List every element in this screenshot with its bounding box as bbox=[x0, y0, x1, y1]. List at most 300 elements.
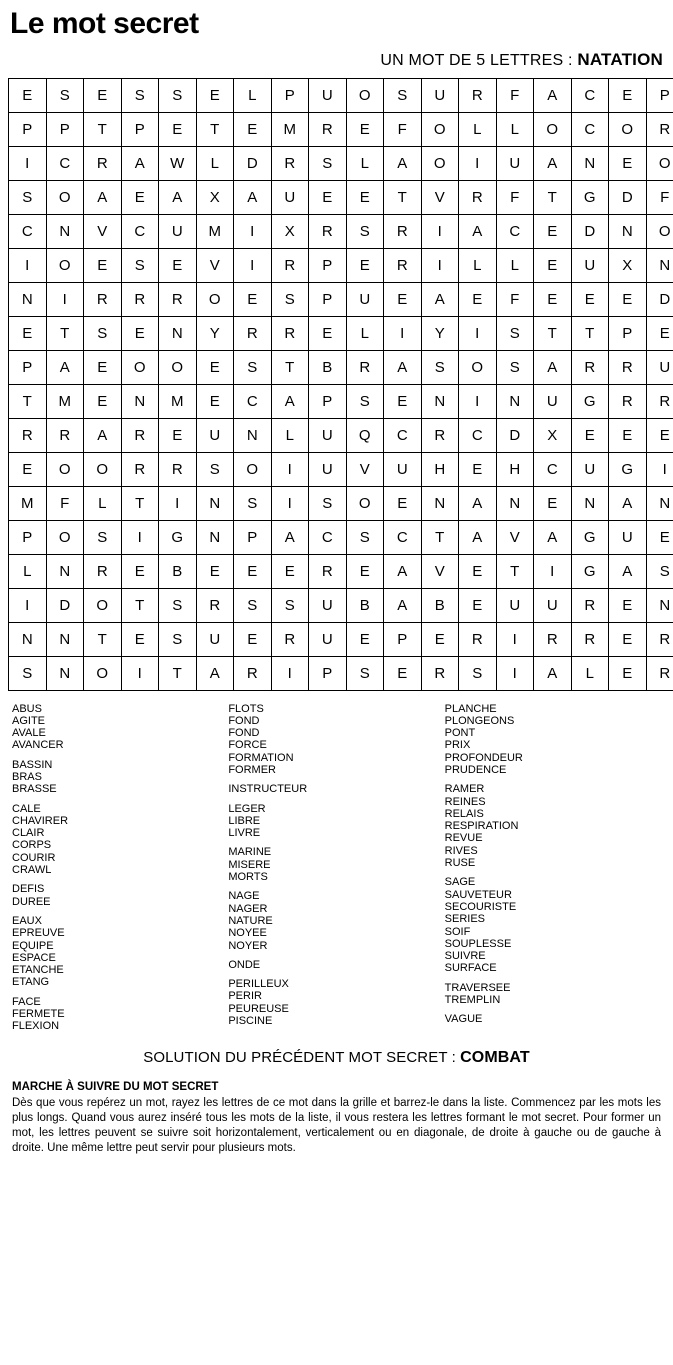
grid-cell[interactable]: R bbox=[46, 418, 84, 452]
word-list-item[interactable]: SAUVETEUR bbox=[444, 888, 512, 901]
word-list-item[interactable]: AVALE bbox=[12, 727, 46, 740]
grid-cell[interactable]: D bbox=[496, 418, 534, 452]
grid-cell[interactable]: A bbox=[459, 214, 497, 248]
grid-cell[interactable]: C bbox=[384, 418, 422, 452]
grid-cell[interactable]: I bbox=[421, 248, 459, 282]
grid-cell[interactable]: E bbox=[534, 248, 572, 282]
grid-cell[interactable]: S bbox=[384, 78, 422, 112]
grid-cell[interactable]: I bbox=[459, 384, 497, 418]
grid-cell[interactable]: U bbox=[309, 78, 347, 112]
grid-cell[interactable]: R bbox=[159, 452, 197, 486]
word-list-item[interactable]: BRASSE bbox=[12, 783, 57, 796]
grid-cell[interactable]: P bbox=[121, 112, 159, 146]
grid-cell[interactable]: N bbox=[609, 214, 647, 248]
grid-cell[interactable]: N bbox=[9, 282, 47, 316]
grid-cell[interactable]: E bbox=[384, 384, 422, 418]
grid-cell[interactable]: U bbox=[271, 180, 309, 214]
grid-cell[interactable]: V bbox=[496, 520, 534, 554]
grid-cell[interactable]: I bbox=[384, 316, 422, 350]
grid-cell[interactable]: A bbox=[609, 486, 647, 520]
grid-cell[interactable]: L bbox=[571, 656, 609, 690]
grid-cell[interactable]: A bbox=[384, 146, 422, 180]
grid-cell[interactable]: A bbox=[534, 520, 572, 554]
word-list-item[interactable]: SERIES bbox=[444, 913, 486, 926]
grid-cell[interactable]: S bbox=[346, 520, 384, 554]
word-list-item[interactable]: SOIF bbox=[444, 925, 471, 938]
word-list-item[interactable]: FLOTS bbox=[228, 702, 264, 715]
grid-cell[interactable]: B bbox=[421, 588, 459, 622]
grid-cell[interactable]: N bbox=[46, 214, 84, 248]
grid-cell[interactable]: I bbox=[159, 486, 197, 520]
word-list-item[interactable]: SECOURISTE bbox=[444, 900, 517, 913]
grid-cell[interactable]: E bbox=[271, 554, 309, 588]
grid-cell[interactable]: L bbox=[459, 112, 497, 146]
grid-cell[interactable]: E bbox=[534, 282, 572, 316]
grid-cell[interactable]: E bbox=[609, 78, 647, 112]
word-list-item[interactable]: CHAVIRER bbox=[12, 814, 69, 827]
grid-cell[interactable]: P bbox=[309, 656, 347, 690]
word-list-item[interactable]: ONDE bbox=[228, 958, 261, 971]
grid-cell[interactable]: O bbox=[121, 350, 159, 384]
grid-cell[interactable]: O bbox=[646, 146, 673, 180]
grid-cell[interactable]: E bbox=[609, 588, 647, 622]
grid-cell[interactable]: O bbox=[421, 146, 459, 180]
word-search-grid[interactable] bbox=[8, 78, 673, 691]
word-list-item[interactable]: PLONGEONS bbox=[444, 714, 515, 727]
grid-cell[interactable]: S bbox=[9, 180, 47, 214]
grid-cell[interactable]: E bbox=[459, 554, 497, 588]
word-list-item[interactable]: CLAIR bbox=[12, 827, 45, 840]
grid-cell[interactable]: E bbox=[84, 350, 122, 384]
grid-cell[interactable]: E bbox=[459, 452, 497, 486]
grid-cell[interactable]: E bbox=[84, 248, 122, 282]
word-list-item[interactable]: REINES bbox=[444, 795, 486, 808]
grid-cell[interactable]: S bbox=[459, 656, 497, 690]
word-list-item[interactable]: INSTRUCTEUR bbox=[228, 783, 308, 796]
grid-cell[interactable]: L bbox=[9, 554, 47, 588]
grid-cell[interactable]: L bbox=[496, 248, 534, 282]
grid-cell[interactable]: E bbox=[646, 316, 673, 350]
grid-cell[interactable]: I bbox=[496, 656, 534, 690]
word-list-item[interactable]: CRAWL bbox=[12, 864, 52, 877]
grid-cell[interactable]: C bbox=[121, 214, 159, 248]
grid-cell[interactable]: T bbox=[84, 112, 122, 146]
grid-cell[interactable]: R bbox=[84, 146, 122, 180]
grid-cell[interactable]: E bbox=[309, 180, 347, 214]
word-list-item[interactable]: ETANCHE bbox=[12, 964, 64, 977]
grid-cell[interactable]: B bbox=[309, 350, 347, 384]
grid-cell[interactable]: I bbox=[496, 622, 534, 656]
grid-cell[interactable]: U bbox=[571, 452, 609, 486]
word-list-item[interactable]: CORPS bbox=[12, 839, 52, 852]
grid-cell[interactable]: N bbox=[9, 622, 47, 656]
grid-cell[interactable]: R bbox=[571, 588, 609, 622]
word-list-item[interactable]: LIBRE bbox=[228, 814, 261, 827]
word-list-item[interactable]: ABUS bbox=[12, 702, 42, 715]
grid-cell[interactable]: L bbox=[346, 146, 384, 180]
word-list-item[interactable]: NAGER bbox=[228, 902, 268, 915]
word-list-item[interactable]: FORMATION bbox=[228, 751, 294, 764]
grid-cell[interactable]: I bbox=[271, 486, 309, 520]
grid-cell[interactable]: E bbox=[121, 316, 159, 350]
grid-cell[interactable]: S bbox=[159, 622, 197, 656]
grid-cell[interactable]: R bbox=[421, 656, 459, 690]
grid-cell[interactable]: E bbox=[159, 248, 197, 282]
grid-cell[interactable]: R bbox=[271, 316, 309, 350]
word-list-item[interactable]: FORCE bbox=[228, 739, 267, 752]
word-list-item[interactable]: PRUDENCE bbox=[444, 763, 507, 776]
grid-cell[interactable]: A bbox=[384, 588, 422, 622]
grid-cell[interactable]: R bbox=[646, 622, 673, 656]
grid-cell[interactable]: I bbox=[459, 316, 497, 350]
grid-cell[interactable]: I bbox=[646, 452, 673, 486]
grid-cell[interactable]: U bbox=[646, 350, 673, 384]
grid-cell[interactable]: A bbox=[459, 520, 497, 554]
grid-cell[interactable]: I bbox=[271, 452, 309, 486]
word-list-item[interactable]: EPREUVE bbox=[12, 927, 65, 940]
grid-cell[interactable]: L bbox=[196, 146, 234, 180]
grid-cell[interactable]: U bbox=[534, 588, 572, 622]
grid-cell[interactable]: S bbox=[346, 656, 384, 690]
grid-cell[interactable]: E bbox=[309, 316, 347, 350]
grid-cell[interactable]: C bbox=[496, 214, 534, 248]
grid-cell[interactable]: E bbox=[421, 622, 459, 656]
grid-cell[interactable]: C bbox=[9, 214, 47, 248]
grid-cell[interactable]: R bbox=[309, 112, 347, 146]
grid-cell[interactable]: A bbox=[121, 146, 159, 180]
grid-cell[interactable]: E bbox=[571, 418, 609, 452]
grid-cell[interactable]: U bbox=[309, 452, 347, 486]
grid-cell[interactable]: R bbox=[346, 350, 384, 384]
word-list-item[interactable]: SAGE bbox=[444, 876, 476, 889]
word-list-item[interactable]: DUREE bbox=[12, 895, 51, 908]
grid-cell[interactable]: E bbox=[384, 282, 422, 316]
grid-cell[interactable]: E bbox=[609, 146, 647, 180]
grid-cell[interactable]: I bbox=[121, 656, 159, 690]
grid-cell[interactable]: S bbox=[159, 78, 197, 112]
word-list-item[interactable]: SUIVRE bbox=[444, 950, 486, 963]
grid-cell[interactable]: V bbox=[346, 452, 384, 486]
grid-cell[interactable]: X bbox=[271, 214, 309, 248]
grid-cell[interactable]: R bbox=[234, 316, 272, 350]
grid-cell[interactable]: S bbox=[496, 316, 534, 350]
grid-cell[interactable]: A bbox=[271, 384, 309, 418]
grid-cell[interactable]: R bbox=[309, 554, 347, 588]
grid-cell[interactable]: R bbox=[571, 622, 609, 656]
grid-cell[interactable]: A bbox=[84, 418, 122, 452]
word-list-item[interactable]: NAGE bbox=[228, 890, 260, 903]
grid-cell[interactable]: E bbox=[196, 78, 234, 112]
word-list-item[interactable]: EQUIPE bbox=[12, 939, 54, 952]
grid-cell[interactable]: G bbox=[609, 452, 647, 486]
word-list-item[interactable]: FOND bbox=[228, 714, 260, 727]
grid-cell[interactable]: S bbox=[121, 248, 159, 282]
grid-cell[interactable]: S bbox=[46, 78, 84, 112]
grid-cell[interactable]: G bbox=[159, 520, 197, 554]
grid-cell[interactable]: A bbox=[421, 282, 459, 316]
grid-cell[interactable]: S bbox=[421, 350, 459, 384]
grid-cell[interactable]: E bbox=[346, 554, 384, 588]
grid-cell[interactable]: P bbox=[271, 78, 309, 112]
grid-cell[interactable]: R bbox=[121, 452, 159, 486]
grid-cell[interactable]: N bbox=[496, 384, 534, 418]
grid-cell[interactable]: R bbox=[309, 214, 347, 248]
grid-cell[interactable]: O bbox=[196, 282, 234, 316]
grid-cell[interactable]: T bbox=[196, 112, 234, 146]
word-list-item[interactable]: PERIR bbox=[228, 990, 262, 1003]
grid-cell[interactable]: P bbox=[9, 112, 47, 146]
grid-cell[interactable]: N bbox=[46, 622, 84, 656]
word-list-item[interactable]: NOYER bbox=[228, 939, 268, 952]
grid-cell[interactable]: S bbox=[121, 78, 159, 112]
grid-cell[interactable]: N bbox=[121, 384, 159, 418]
grid-cell[interactable]: N bbox=[46, 554, 84, 588]
grid-cell[interactable]: F bbox=[496, 180, 534, 214]
grid-cell[interactable]: H bbox=[496, 452, 534, 486]
grid-cell[interactable]: T bbox=[534, 180, 572, 214]
grid-cell[interactable]: I bbox=[234, 214, 272, 248]
word-list-item[interactable]: FOND bbox=[228, 727, 260, 740]
grid-cell[interactable]: I bbox=[9, 248, 47, 282]
grid-cell[interactable]: P bbox=[9, 520, 47, 554]
grid-cell[interactable]: E bbox=[159, 418, 197, 452]
grid-cell[interactable]: R bbox=[609, 384, 647, 418]
grid-cell[interactable]: I bbox=[534, 554, 572, 588]
grid-cell[interactable]: O bbox=[84, 452, 122, 486]
word-list-item[interactable]: FACE bbox=[12, 995, 41, 1008]
grid-cell[interactable]: E bbox=[159, 112, 197, 146]
grid-cell[interactable]: F bbox=[46, 486, 84, 520]
grid-cell[interactable]: L bbox=[84, 486, 122, 520]
grid-cell[interactable]: A bbox=[384, 350, 422, 384]
grid-cell[interactable]: E bbox=[84, 384, 122, 418]
grid-cell[interactable]: E bbox=[346, 622, 384, 656]
grid-cell[interactable]: R bbox=[271, 248, 309, 282]
grid-cell[interactable]: C bbox=[234, 384, 272, 418]
grid-cell[interactable]: O bbox=[646, 214, 673, 248]
grid-cell[interactable]: N bbox=[571, 146, 609, 180]
grid-cell[interactable]: C bbox=[571, 78, 609, 112]
grid-cell[interactable]: C bbox=[534, 452, 572, 486]
grid-cell[interactable]: A bbox=[159, 180, 197, 214]
grid-cell[interactable]: V bbox=[196, 248, 234, 282]
grid-cell[interactable]: E bbox=[9, 316, 47, 350]
word-list-item[interactable]: FERMETE bbox=[12, 1008, 65, 1021]
grid-cell[interactable]: U bbox=[496, 588, 534, 622]
grid-cell[interactable]: E bbox=[234, 112, 272, 146]
grid-cell[interactable]: A bbox=[46, 350, 84, 384]
word-list-item[interactable]: VAGUE bbox=[444, 1013, 483, 1026]
grid-cell[interactable]: S bbox=[9, 656, 47, 690]
grid-cell[interactable]: E bbox=[534, 486, 572, 520]
grid-cell[interactable]: F bbox=[646, 180, 673, 214]
grid-cell[interactable]: T bbox=[159, 656, 197, 690]
grid-cell[interactable]: D bbox=[609, 180, 647, 214]
grid-cell[interactable]: E bbox=[196, 350, 234, 384]
grid-cell[interactable]: O bbox=[46, 248, 84, 282]
grid-cell[interactable]: N bbox=[646, 588, 673, 622]
grid-cell[interactable]: R bbox=[196, 588, 234, 622]
grid-cell[interactable]: A bbox=[271, 520, 309, 554]
grid-cell[interactable]: E bbox=[646, 520, 673, 554]
grid-cell[interactable]: E bbox=[384, 486, 422, 520]
grid-cell[interactable]: T bbox=[534, 316, 572, 350]
grid-cell[interactable]: A bbox=[534, 146, 572, 180]
grid-cell[interactable]: U bbox=[571, 248, 609, 282]
grid-cell[interactable]: V bbox=[421, 554, 459, 588]
grid-cell[interactable]: P bbox=[9, 350, 47, 384]
grid-cell[interactable]: S bbox=[271, 588, 309, 622]
grid-cell[interactable]: T bbox=[496, 554, 534, 588]
grid-cell[interactable]: E bbox=[234, 622, 272, 656]
grid-cell[interactable]: E bbox=[609, 282, 647, 316]
word-list-item[interactable]: REVUE bbox=[444, 832, 483, 845]
grid-cell[interactable]: S bbox=[234, 588, 272, 622]
grid-cell[interactable]: L bbox=[346, 316, 384, 350]
grid-cell[interactable]: V bbox=[421, 180, 459, 214]
grid-cell[interactable]: L bbox=[496, 112, 534, 146]
word-list-item[interactable]: TREMPLIN bbox=[444, 994, 501, 1007]
grid-cell[interactable]: G bbox=[571, 520, 609, 554]
grid-cell[interactable]: L bbox=[459, 248, 497, 282]
grid-cell[interactable]: E bbox=[196, 384, 234, 418]
grid-cell[interactable]: S bbox=[196, 452, 234, 486]
grid-cell[interactable]: U bbox=[309, 588, 347, 622]
grid-cell[interactable]: A bbox=[196, 656, 234, 690]
grid-cell[interactable]: N bbox=[234, 418, 272, 452]
grid-cell[interactable]: E bbox=[346, 248, 384, 282]
grid-cell[interactable]: C bbox=[384, 520, 422, 554]
grid-cell[interactable]: A bbox=[534, 350, 572, 384]
grid-cell[interactable]: E bbox=[384, 656, 422, 690]
word-list-item[interactable]: FLEXION bbox=[12, 1020, 60, 1033]
grid-cell[interactable]: E bbox=[234, 282, 272, 316]
grid-cell[interactable]: E bbox=[9, 452, 47, 486]
grid-cell[interactable]: C bbox=[309, 520, 347, 554]
grid-cell[interactable]: S bbox=[496, 350, 534, 384]
grid-cell[interactable]: E bbox=[646, 418, 673, 452]
grid-cell[interactable]: O bbox=[46, 520, 84, 554]
word-list-item[interactable]: EAUX bbox=[12, 914, 42, 927]
word-list-item[interactable]: SURFACE bbox=[444, 962, 497, 975]
word-list-item[interactable]: SOUPLESSE bbox=[444, 937, 512, 950]
word-list-item[interactable]: PRIX bbox=[444, 739, 471, 752]
word-list-item[interactable]: PERILLEUX bbox=[228, 978, 289, 991]
grid-cell[interactable]: P bbox=[384, 622, 422, 656]
grid-cell[interactable]: Y bbox=[196, 316, 234, 350]
grid-cell[interactable]: N bbox=[421, 486, 459, 520]
grid-cell[interactable]: R bbox=[121, 418, 159, 452]
word-list-item[interactable]: NOYEE bbox=[228, 927, 267, 940]
grid-cell[interactable]: R bbox=[271, 622, 309, 656]
word-list-item[interactable]: PISCINE bbox=[228, 1015, 273, 1028]
grid-cell[interactable]: E bbox=[234, 554, 272, 588]
grid-cell[interactable]: H bbox=[421, 452, 459, 486]
grid-cell[interactable]: O bbox=[534, 112, 572, 146]
word-list-item[interactable]: PLANCHE bbox=[444, 702, 497, 715]
grid-cell[interactable]: S bbox=[309, 146, 347, 180]
grid-cell[interactable]: R bbox=[571, 350, 609, 384]
word-list-item[interactable]: COURIR bbox=[12, 851, 56, 864]
grid-cell[interactable]: R bbox=[384, 214, 422, 248]
grid-cell[interactable]: T bbox=[421, 520, 459, 554]
grid-cell[interactable]: R bbox=[534, 622, 572, 656]
word-list-item[interactable]: AGITE bbox=[12, 714, 46, 727]
grid-cell[interactable]: E bbox=[609, 418, 647, 452]
grid-cell[interactable]: V bbox=[84, 214, 122, 248]
grid-cell[interactable]: C bbox=[571, 112, 609, 146]
word-list-item[interactable]: LEGER bbox=[228, 802, 266, 815]
grid-cell[interactable]: R bbox=[159, 282, 197, 316]
grid-cell[interactable]: E bbox=[459, 282, 497, 316]
grid-cell[interactable]: E bbox=[609, 656, 647, 690]
word-list-item[interactable]: TRAVERSEE bbox=[444, 981, 511, 994]
grid-cell[interactable]: P bbox=[609, 316, 647, 350]
grid-cell[interactable]: G bbox=[571, 554, 609, 588]
grid-cell[interactable]: O bbox=[84, 588, 122, 622]
grid-cell[interactable]: E bbox=[84, 78, 122, 112]
grid-cell[interactable]: R bbox=[459, 78, 497, 112]
grid-cell[interactable]: A bbox=[609, 554, 647, 588]
word-list-item[interactable]: LIVRE bbox=[228, 827, 261, 840]
grid-cell[interactable]: D bbox=[46, 588, 84, 622]
grid-cell[interactable]: N bbox=[646, 486, 673, 520]
grid-cell[interactable]: R bbox=[459, 180, 497, 214]
grid-cell[interactable]: E bbox=[121, 554, 159, 588]
grid-cell[interactable]: N bbox=[571, 486, 609, 520]
grid-cell[interactable]: N bbox=[159, 316, 197, 350]
grid-cell[interactable]: O bbox=[46, 180, 84, 214]
grid-cell[interactable]: W bbox=[159, 146, 197, 180]
grid-cell[interactable]: T bbox=[384, 180, 422, 214]
grid-cell[interactable]: N bbox=[421, 384, 459, 418]
word-list-item[interactable]: RIVES bbox=[444, 844, 478, 857]
grid-cell[interactable]: U bbox=[196, 622, 234, 656]
grid-cell[interactable]: U bbox=[309, 418, 347, 452]
grid-cell[interactable]: R bbox=[609, 350, 647, 384]
grid-cell[interactable]: S bbox=[159, 588, 197, 622]
grid-cell[interactable]: O bbox=[421, 112, 459, 146]
grid-cell[interactable]: R bbox=[84, 554, 122, 588]
grid-cell[interactable]: X bbox=[609, 248, 647, 282]
grid-cell[interactable]: U bbox=[534, 384, 572, 418]
grid-cell[interactable]: P bbox=[234, 520, 272, 554]
word-list-item[interactable]: AVANCER bbox=[12, 739, 64, 752]
grid-cell[interactable]: E bbox=[459, 588, 497, 622]
word-list-item[interactable]: BRAS bbox=[12, 770, 42, 783]
grid-cell[interactable]: B bbox=[346, 588, 384, 622]
grid-cell[interactable]: F bbox=[496, 282, 534, 316]
grid-cell[interactable]: I bbox=[9, 146, 47, 180]
grid-cell[interactable]: D bbox=[646, 282, 673, 316]
grid-cell[interactable]: E bbox=[571, 282, 609, 316]
grid-cell[interactable]: P bbox=[309, 248, 347, 282]
grid-cell[interactable]: E bbox=[121, 622, 159, 656]
grid-cell[interactable]: R bbox=[384, 248, 422, 282]
grid-cell[interactable]: F bbox=[496, 78, 534, 112]
grid-cell[interactable]: T bbox=[271, 350, 309, 384]
word-list-item[interactable]: RUSE bbox=[444, 857, 476, 870]
word-list-item[interactable]: PEUREUSE bbox=[228, 1002, 289, 1015]
grid-cell[interactable]: I bbox=[9, 588, 47, 622]
grid-cell[interactable]: R bbox=[421, 418, 459, 452]
grid-cell[interactable]: P bbox=[646, 78, 673, 112]
grid-cell[interactable]: R bbox=[9, 418, 47, 452]
grid-cell[interactable]: R bbox=[646, 656, 673, 690]
grid-cell[interactable]: U bbox=[421, 78, 459, 112]
grid-cell[interactable]: E bbox=[534, 214, 572, 248]
grid-cell[interactable]: D bbox=[234, 146, 272, 180]
